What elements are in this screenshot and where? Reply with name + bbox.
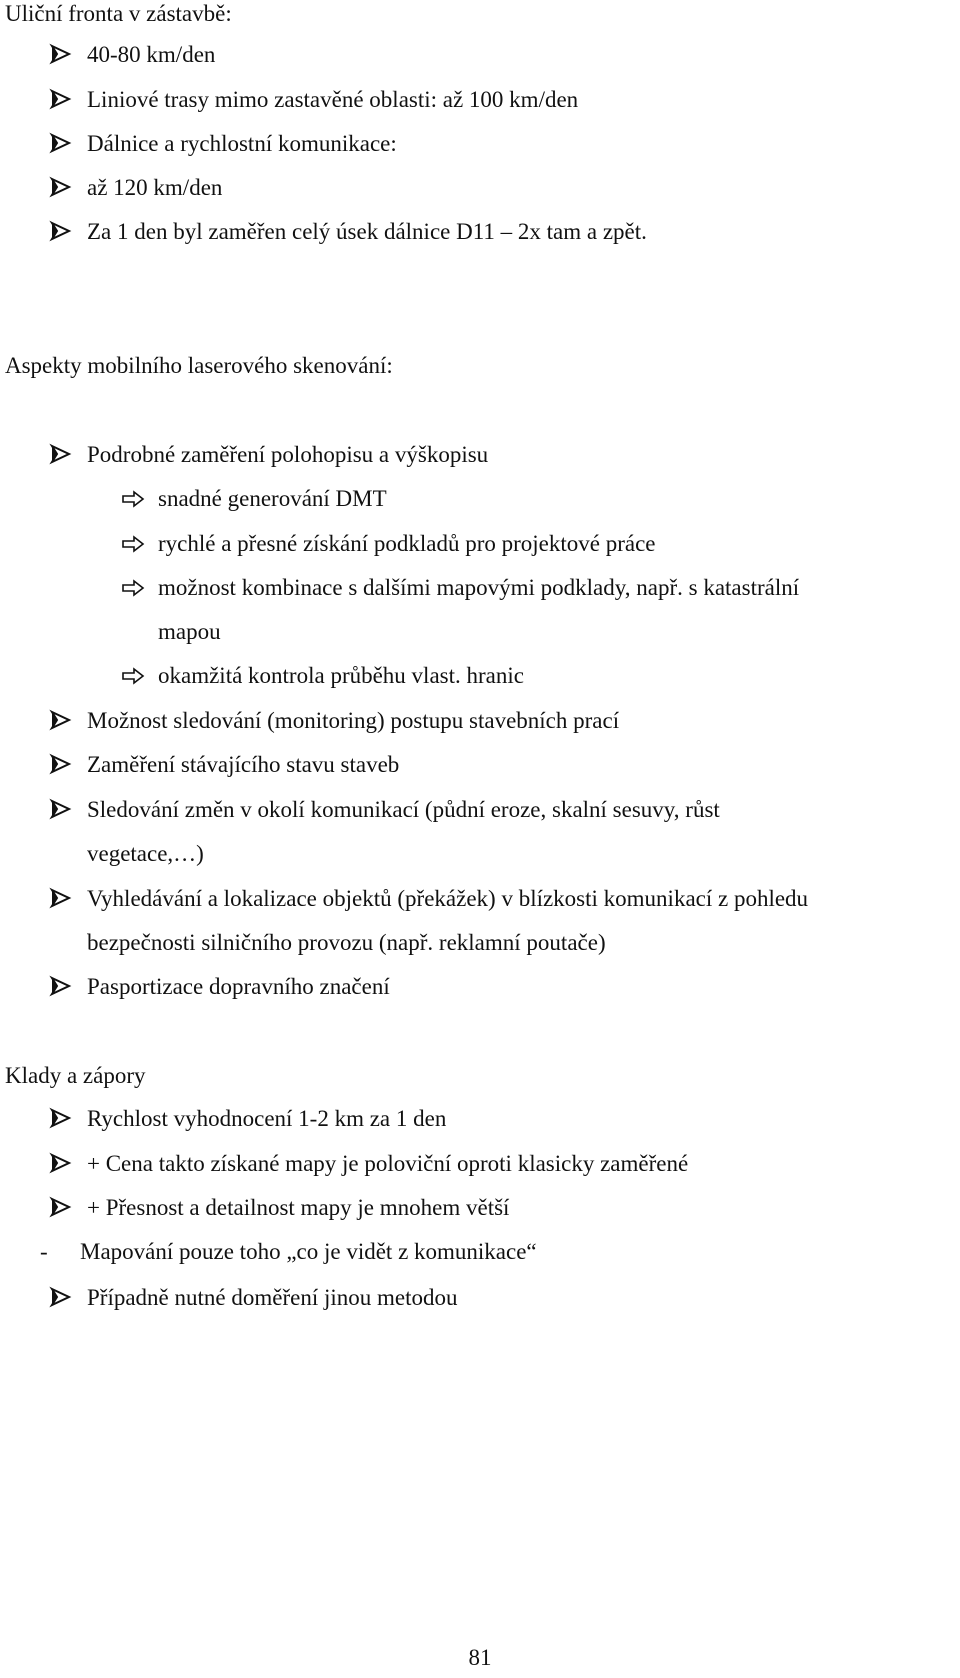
arrow-icon [121,490,145,508]
arrow-icon [121,667,145,685]
bullet-icon [49,175,73,199]
bullet-icon [49,42,73,66]
bullet-icon [49,131,73,155]
list-item: Možnost sledování (monitoring) postupu stavebních prací [87,708,620,733]
page-number: 81 [468,1645,492,1670]
section3-heading: Klady a zápory [5,1063,146,1088]
list-item-continuation: vegetace,…) [87,841,204,866]
list-item: Rychlost vyhodnocení 1-2 km za 1 den [87,1106,447,1131]
list-item: + Přesnost a detailnost mapy je mnohem větší [87,1195,510,1220]
sub-list-item: rychlé a přesné získání podkladů pro projektové práce [158,531,656,556]
list-item-continuation: bezpečnosti silničního provozu (např. reklamní poutače) [87,930,606,955]
sub-list-item-continuation: mapou [158,619,221,644]
bullet-icon [49,1151,73,1175]
bullet-icon [49,886,73,910]
section2-heading: Aspekty mobilního laserového skenování: [5,353,393,378]
bullet-icon [49,219,73,243]
list-item: až 120 km/den [87,175,223,200]
bullet-icon [49,1195,73,1219]
bullet-icon [49,708,73,732]
bullet-icon [49,87,73,111]
bullet-icon [49,442,73,466]
bullet-icon [49,752,73,776]
dash-bullet: - [40,1239,48,1264]
bullet-icon [49,797,73,821]
arrow-icon [121,535,145,553]
bullet-icon [49,1106,73,1130]
list-item: Zaměření stávajícího stavu staveb [87,752,400,777]
list-item: Případně nutné doměření jinou metodou [87,1285,458,1310]
sub-list-item: možnost kombinace s dalšími mapovými podklady, např. s katastrální [158,575,800,600]
list-item: 40-80 km/den [87,42,216,67]
bullet-icon [49,974,73,998]
list-item: + Cena takto získané mapy je poloviční oproti klasicky zaměřené [87,1151,689,1176]
list-item: Sledování změn v okolí komunikací (půdní eroze, skalní sesuvy, růst [87,797,720,822]
list-item: Liniové trasy mimo zastavěné oblasti: až 100 km/den [87,87,579,112]
list-item: Mapování pouze toho „co je vidět z komunikace“ [80,1239,537,1264]
list-item: Podrobné zaměření polohopisu a výškopisu [87,442,489,467]
section1-heading: Uliční fronta v zástavbě: [5,1,232,26]
sub-list-item: snadné generování DMT [158,486,387,511]
list-item: Za 1 den byl zaměřen celý úsek dálnice D11 – 2x tam a zpět. [87,219,647,244]
arrow-icon [121,579,145,597]
list-item: Dálnice a rychlostní komunikace: [87,131,397,156]
list-item: Vyhledávání a lokalizace objektů (překážek) v blízkosti komunikací z pohledu [87,886,809,911]
list-item: Pasportizace dopravního značení [87,974,390,999]
sub-list-item: okamžitá kontrola průběhu vlast. hranic [158,663,524,688]
bullet-icon [49,1285,73,1309]
